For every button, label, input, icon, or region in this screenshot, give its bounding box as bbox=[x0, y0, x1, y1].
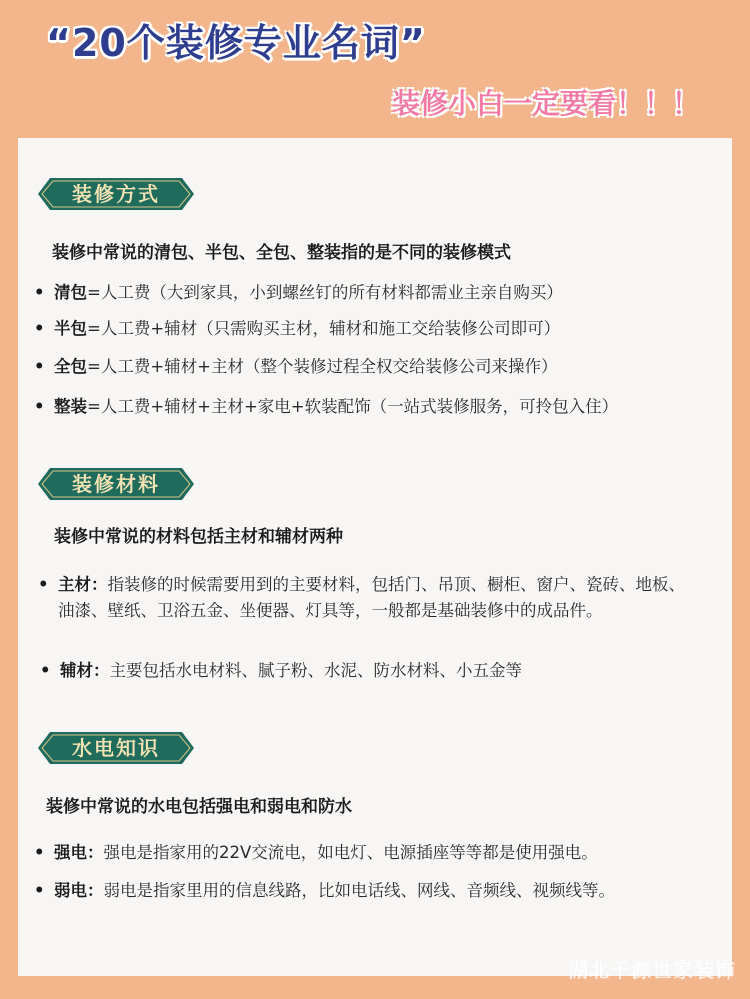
bullet: • bbox=[34, 397, 45, 416]
term: 强电： bbox=[54, 843, 104, 862]
badge-label: 水电知识 bbox=[72, 736, 160, 760]
list-item bbox=[32, 394, 734, 420]
item-text: 弱电是指家里用的信息线路，比如电话线、网线、音频线、视频线等。 bbox=[103, 881, 615, 900]
item-text: =人工费+辅材+主材+家电+软装配饰（一站式装修服务，可拎包入住） bbox=[87, 397, 619, 416]
list-item bbox=[32, 878, 694, 904]
bullet: • bbox=[40, 661, 51, 680]
page-subtitle: 装修小白一定要看！！！ bbox=[391, 87, 700, 120]
item-text: 主要包括水电材料、腻子粉、水泥、防水材料、小五金等 bbox=[109, 661, 522, 680]
page-title: “20个装修专业名词” bbox=[46, 21, 426, 65]
item-text: =人工费+辅材（只需购买主材，辅材和施工交给装修公司即可） bbox=[87, 319, 561, 338]
badge-label: 装修方式 bbox=[72, 182, 160, 206]
term: 清包 bbox=[54, 283, 87, 302]
item-text: 指装修的时候需要用到的主要材料，包括门、吊顶、橱柜、窗户、瓷砖、地板、油漆、壁纸、卫浴五金、坐便器、灯具等，一般都是基础装修中的成品件。 bbox=[58, 575, 685, 620]
term: 半包 bbox=[54, 319, 87, 338]
section-intro: 装修中常说的清包、半包、全包、整装指的是不同的装修模式 bbox=[52, 243, 511, 263]
section-badge-plumbing-electric bbox=[38, 728, 194, 768]
list-item bbox=[32, 280, 704, 306]
list-item bbox=[32, 316, 704, 342]
item-text: =人工费（大到家具，小到螺丝钉的所有材料都需业主亲自购买） bbox=[87, 283, 563, 302]
term: 主材： bbox=[58, 575, 108, 594]
term: 弱电： bbox=[54, 881, 104, 900]
badge-label: 装修材料 bbox=[72, 472, 160, 496]
list-item bbox=[32, 354, 704, 380]
bullet: • bbox=[34, 283, 45, 302]
section-intro: 装修中常说的水电包括强电和弱电和防水 bbox=[46, 797, 352, 817]
section-badge-materials bbox=[38, 464, 194, 504]
section-badge-decoration-methods bbox=[38, 174, 194, 214]
list-item bbox=[36, 572, 698, 624]
term: 辅材： bbox=[60, 661, 110, 680]
term: 整装 bbox=[54, 397, 87, 416]
list-item bbox=[38, 658, 710, 684]
item-text: =人工费+辅材+主材（整个装修过程全权交给装修公司来操作） bbox=[87, 357, 558, 376]
item-text: 强电是指家用的22V交流电，如电灯、电源插座等等都是使用强电。 bbox=[103, 843, 598, 862]
bullet: • bbox=[34, 843, 45, 862]
bullet: • bbox=[34, 357, 45, 376]
term: 全包 bbox=[54, 357, 87, 376]
bullet: • bbox=[38, 575, 49, 594]
bullet: • bbox=[34, 319, 45, 338]
bullet: • bbox=[34, 881, 45, 900]
content-card bbox=[18, 138, 732, 976]
watermark: 湖北千源世家装饰 bbox=[568, 958, 736, 982]
section-intro: 装修中常说的材料包括主材和辅材两种 bbox=[54, 527, 343, 547]
list-item bbox=[32, 840, 704, 866]
